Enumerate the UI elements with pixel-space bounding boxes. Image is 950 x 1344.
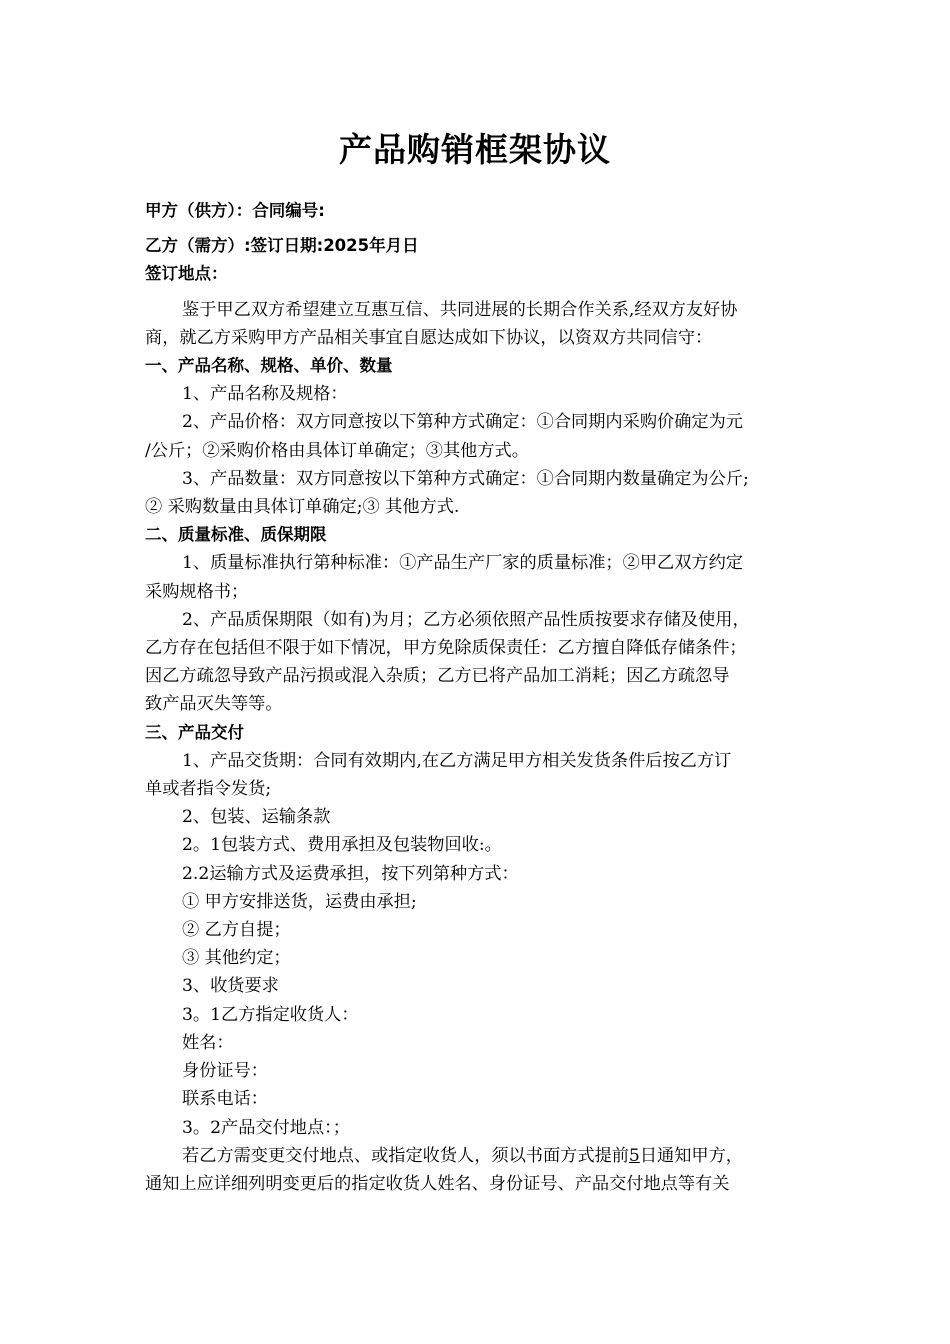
section-heading: 一、产品名称、规格、单价、数量 [145,356,393,376]
clause-text: 若乙方需变更交付地点、或指定收货人，须以书面方式提前 [182,1145,629,1166]
location-line: 签订地点： [145,264,228,284]
preamble-line: 鉴于甲乙双方希望建立互惠互信、共同进展的长期合作关系,经双方友好协 [182,299,738,320]
clause-line: 2、包装、运输条款 [182,807,331,828]
section-heading: 二、质量标准、质保期限 [145,525,327,545]
clause-line: 2.2运输方式及运费承担，按下列第种方式： [182,863,519,884]
option-line: ③ 其他约定； [182,948,291,969]
clause-line: 3。1乙方指定收货人： [182,1004,359,1025]
clause-line: 1、产品交货期：合同有效期内,在乙方满足甲方相关发货条件后按乙方订 [182,750,732,771]
clause-line [145,1142,810,1170]
form-field-label: 姓名： [182,1032,234,1053]
clause-line: 2、产品质保期限（如有)为月；乙方必须依照产品性质按要求存储及使用， [182,609,750,630]
clause-line: 2、产品价格：双方同意按以下第种方式确定：①合同期内采购价确定为元 [182,412,743,433]
option-line: ① 甲方安排送货，运费由承担; [182,891,417,912]
clause-line: 因乙方疏忽导致产品污损或混入杂质；乙方已将产品加工消耗；因乙方疏忽导 [145,666,730,687]
clause-line: 1、质量标准执行第种标准：①产品生产厂家的质量标准；②甲乙双方约定 [182,553,743,574]
clause-line: 3、收货要求 [182,976,279,997]
clause-line: 致产品灭失等等。 [145,694,283,715]
underlined-days: 5 [628,1145,640,1166]
clause-line: 1、产品名称及规格： [182,384,348,405]
clause-line: 3、产品数量：双方同意按以下第种方式确定：①合同期内数量确定为公斤; [182,468,749,489]
clause-line: ② 采购数量由具体订单确定;③ 其他方式. [145,497,460,518]
clause-line: 通知上应详细列明变更后的指定收货人姓名、身份证号、产品交付地点等有关 [145,1173,730,1194]
form-field-label: 身份证号： [182,1061,268,1082]
preamble-line: 商，就乙方采购甲方产品相关事宜自愿达成如下协议，以资双方共同信守： [145,327,713,348]
party-a-line: 甲方（供方）：合同编号: [145,201,325,220]
clause-text: 日通知甲方， [639,1145,743,1166]
clause-line: 乙方存在包括但不限于如下情况，甲方免除质保责任：乙方擅自降低存储条件； [145,638,747,659]
clause-line: 2。1包装方式、费用承担及包装物回收:。 [182,835,502,856]
section-heading: 三、产品交付 [145,722,244,742]
clause-line: /公斤；②采购价格由具体订单确定；③其他方式。 [145,440,529,461]
document-title: 产品购销框架协议 [339,130,611,169]
form-field-label: 联系电话： [182,1089,268,1110]
clause-line: 采购规格书； [145,581,249,602]
clause-line: 单或者指令发货; [145,779,272,800]
clause-line: 3。2产品交付地点：； [182,1117,350,1138]
option-line: ② 乙方自提； [182,920,291,941]
party-b-line: 乙方（需方）:签订日期:2025年月日 [145,236,419,256]
document-body [145,197,810,1198]
